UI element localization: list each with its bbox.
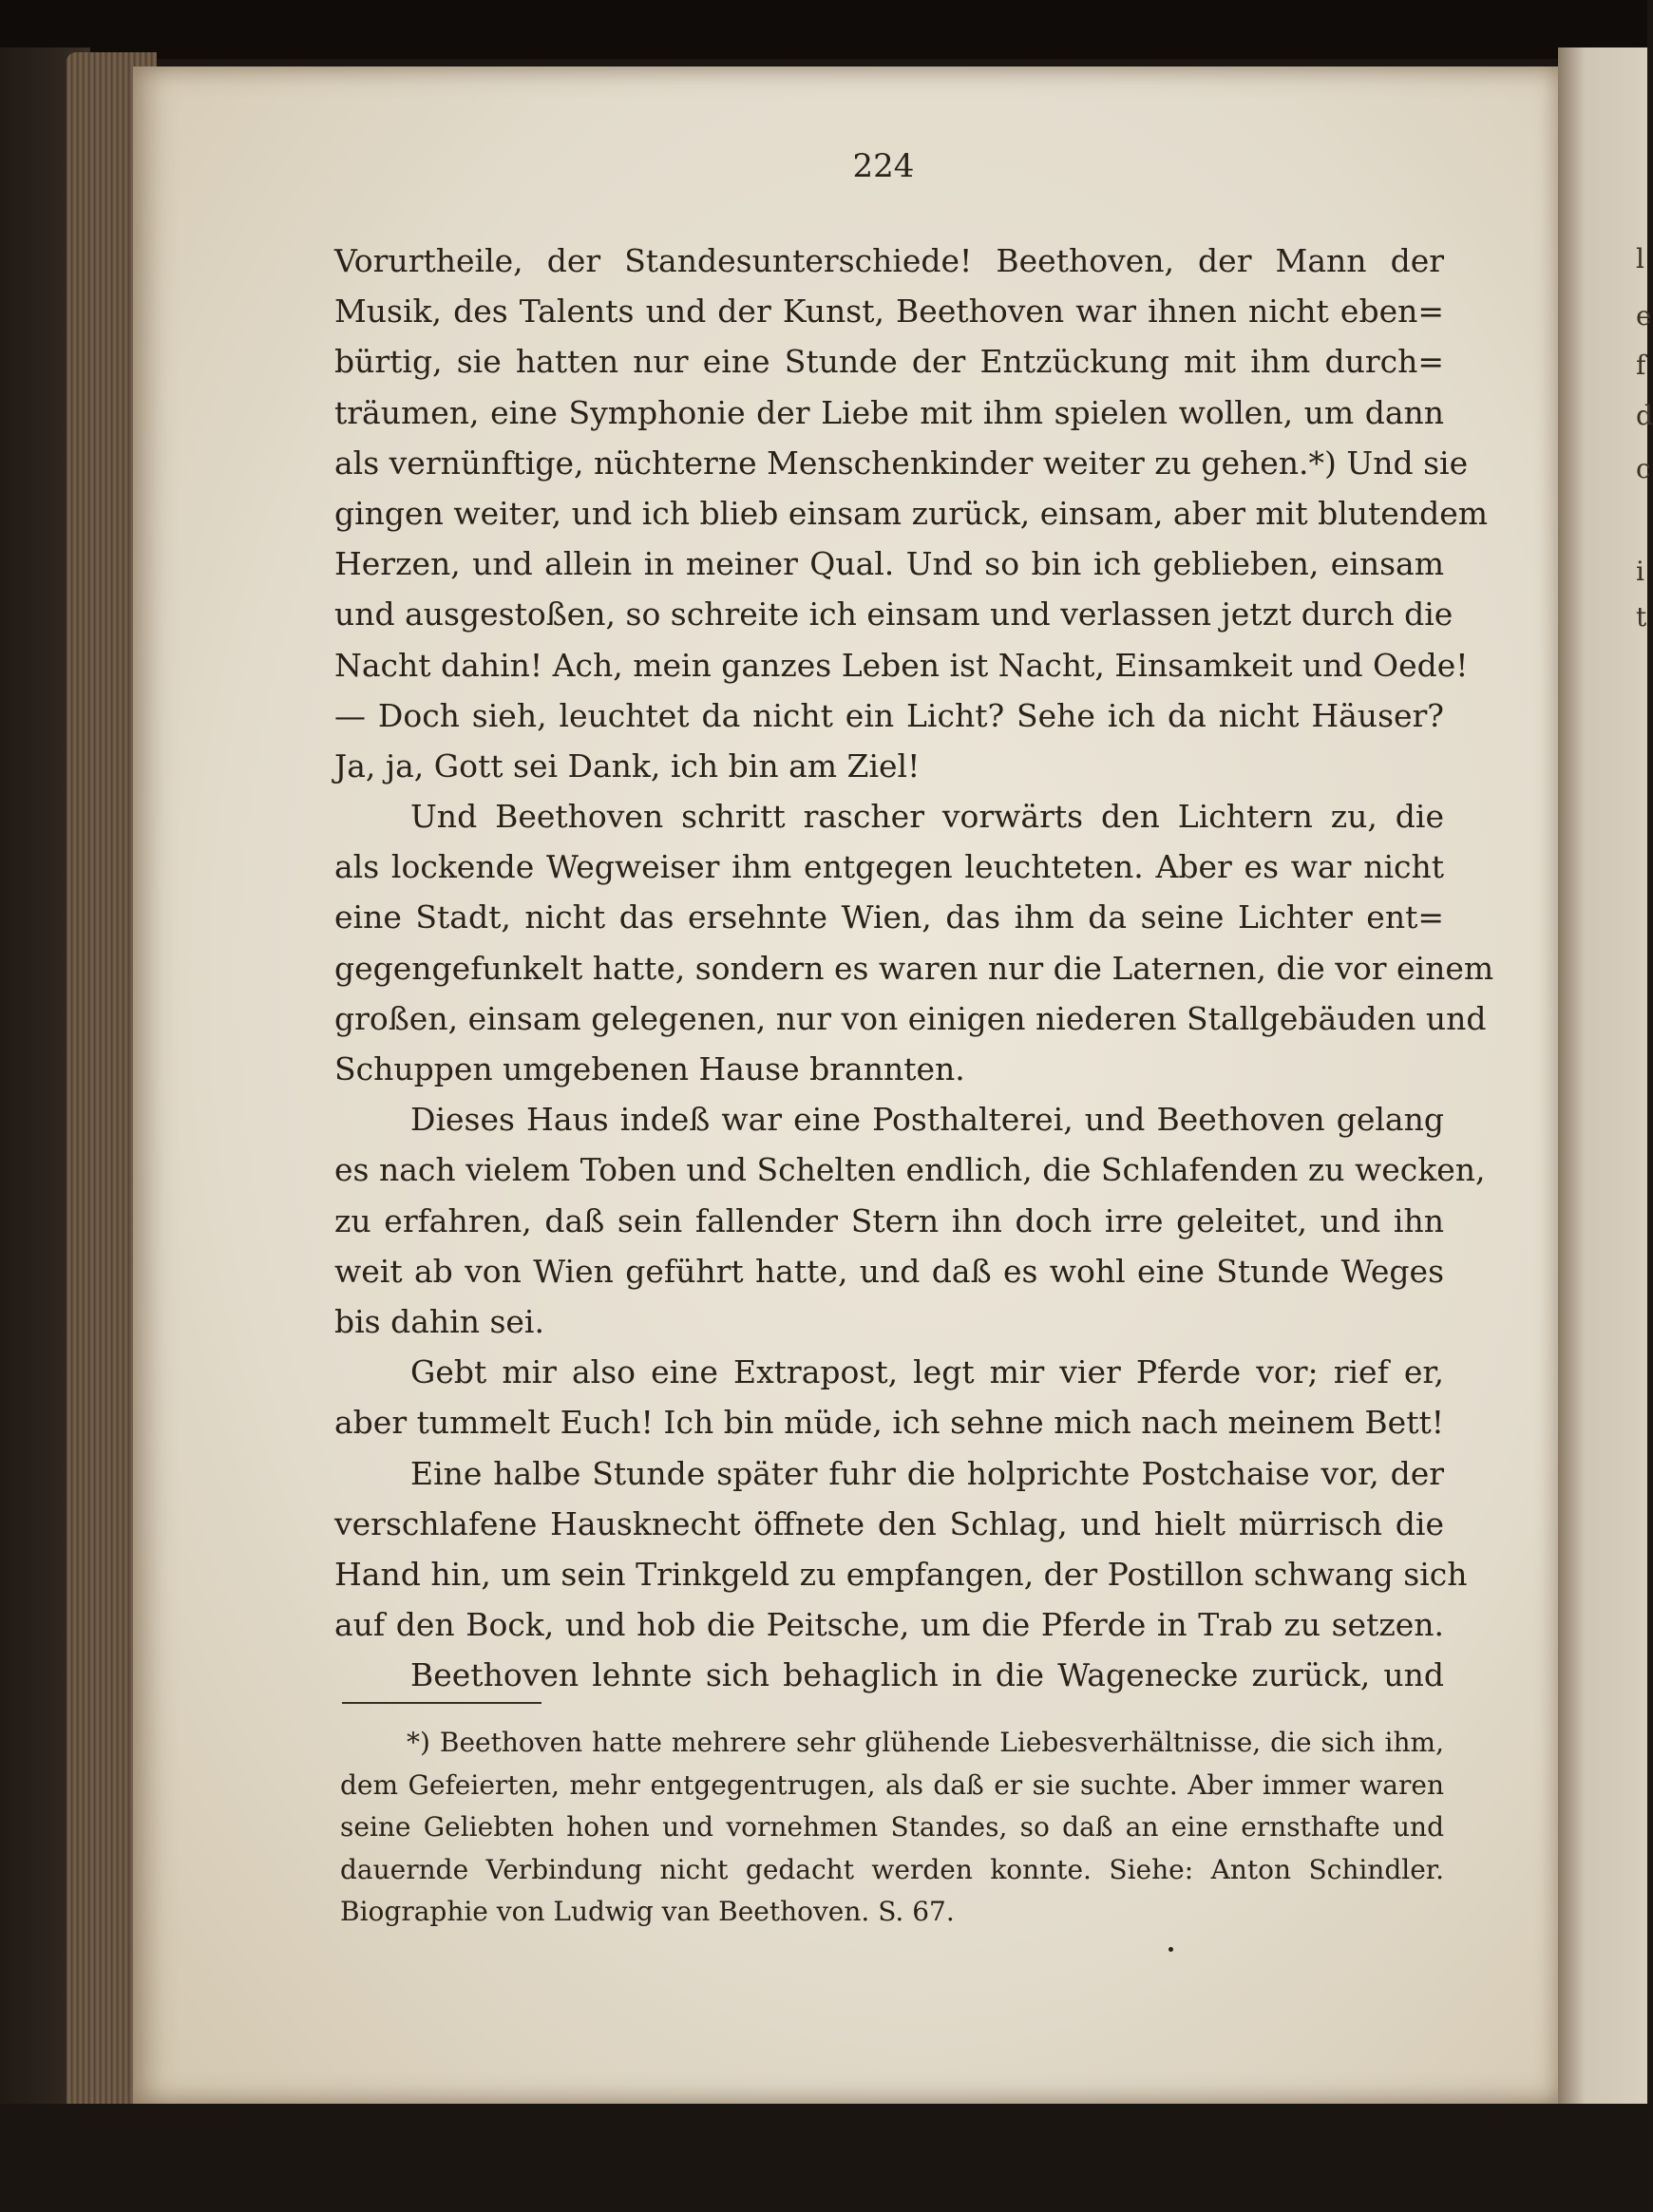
text-line: Vorurtheile, der Standesunterschiede! Beethoven, der Mann der	[334, 242, 1444, 279]
text-line: Dieses Haus indeß war eine Posthalterei, und Beethoven gelang	[410, 1101, 1444, 1139]
text-line: aber tummelt Euch! Ich bin müde, ich sehne mich nach meinem Bett!	[334, 1404, 1444, 1442]
text-line: als lockende Wegweiser ihm entgegen leuchteten. Aber es war nicht	[334, 848, 1444, 886]
text-line: — Doch sieh, leuchtet da nicht ein Licht? Sehe ich da nicht Häuser?	[334, 696, 1444, 734]
ink-speck	[1168, 1947, 1173, 1952]
text-line: auf den Bock, und hob die Peitsche, um die Pferde in Trab zu setzen.	[334, 1606, 1444, 1644]
text-line: und ausgestoßen, so schreite ich einsam und verlassen jetzt durch die	[334, 596, 1454, 633]
text-line: eine Stadt, nicht das ersehnte Wien, das ihm da seine Lichter ent=	[334, 898, 1444, 936]
text-line: Eine halbe Stunde später fuhr die holprichte Postchaise vor, der	[410, 1454, 1444, 1492]
footnote	[340, 1722, 1444, 1934]
background-bottom	[0, 2104, 1647, 2212]
text-line: Beethoven lehnte sich behaglich in die Wagenecke zurück, und	[410, 1656, 1444, 1694]
text-line: Und Beethoven schritt rascher vorwärts den Lichtern zu, die	[410, 798, 1444, 836]
footnote-divider	[342, 1702, 542, 1704]
text-line: Musik, des Talents und der Kunst, Beethoven war ihnen nicht eben=	[334, 293, 1444, 331]
text-line: gingen weiter, und ich blieb einsam zurück, einsam, aber mit blutendem	[334, 494, 1489, 532]
page-number: 224	[852, 147, 915, 185]
footnote-line: seine Geliebten hohen und vornehmen Standes, so daß an eine ernsthafte und	[340, 1811, 1444, 1843]
facing-page-fragment: l	[1636, 243, 1644, 274]
facing-page-fragment: f	[1636, 350, 1646, 381]
text-line: verschlafene Hausknecht öffnete den Schlag, und hielt mürrisch die	[334, 1504, 1444, 1542]
facing-page	[1558, 47, 1647, 2137]
facing-page-fragment: d	[1636, 400, 1653, 431]
text-line: weit ab von Wien geführt hatte, und daß es wohl eine Stunde Weges	[334, 1252, 1444, 1290]
text-line: gegengefunkelt hatte, sondern es waren nur die Laternen, die vor einem	[334, 949, 1494, 987]
body-text	[334, 236, 1494, 1700]
facing-page-fragment: t	[1636, 601, 1647, 633]
footnote-line: dem Gefeierten, mehr entgegentrugen, als daß er sie suchte. Aber immer waren	[340, 1768, 1444, 1801]
text-line: Nacht dahin! Ach, mein ganzes Leben ist Nacht, Einsamkeit und Oede!	[334, 646, 1469, 684]
text-line: Herzen, und allein in meiner Qual. Und so bin ich geblieben, einsam	[334, 545, 1444, 583]
text-line: bis dahin sei.	[334, 1302, 544, 1340]
facing-page-fragment: i	[1636, 556, 1644, 587]
text-line: großen, einsam gelegenen, nur von einigen niederen Stallgebäuden und	[334, 999, 1487, 1037]
footnote-line: *) Beethoven hatte mehrere sehr glühende Liebesverhältnisse, die sich ihm,	[407, 1727, 1444, 1758]
footnote-line: Biographie von Ludwig van Beethoven. S. 67.	[340, 1896, 955, 1928]
text-line: Schuppen umgebenen Hause brannten.	[334, 1050, 965, 1087]
text-line: als vernünftige, nüchterne Menschenkinder weiter zu gehen.*) Und sie	[334, 444, 1469, 482]
text-line: es nach vielem Toben und Schelten endlich, die Schlafenden zu wecken,	[334, 1151, 1486, 1189]
text-line: Hand hin, um sein Trinkgeld zu empfangen, der Postillon schwang sich	[334, 1555, 1468, 1593]
text-line: zu erfahren, daß sein fallender Stern ihn doch irre geleitet, und ihn	[334, 1201, 1444, 1239]
facing-page-fragment: c	[1636, 453, 1651, 484]
facing-page-fragment: e	[1636, 300, 1652, 331]
text-line: Gebt mir also eine Extrapost, legt mir vier Pferde vor; rief er,	[410, 1353, 1444, 1391]
text-line: träumen, eine Symphonie der Liebe mit ihm spielen wollen, um dann	[334, 393, 1444, 431]
text-line: Ja, ja, Gott sei Dank, ich bin am Ziel!	[334, 747, 921, 785]
background-top	[0, 0, 1647, 59]
text-line: bürtig, sie hatten nur eine Stunde der Entzückung mit ihm durch=	[334, 343, 1444, 381]
footnote-line: dauernde Verbindung nicht gedacht werden konnte. Siehe: Anton Schindler.	[340, 1853, 1444, 1885]
